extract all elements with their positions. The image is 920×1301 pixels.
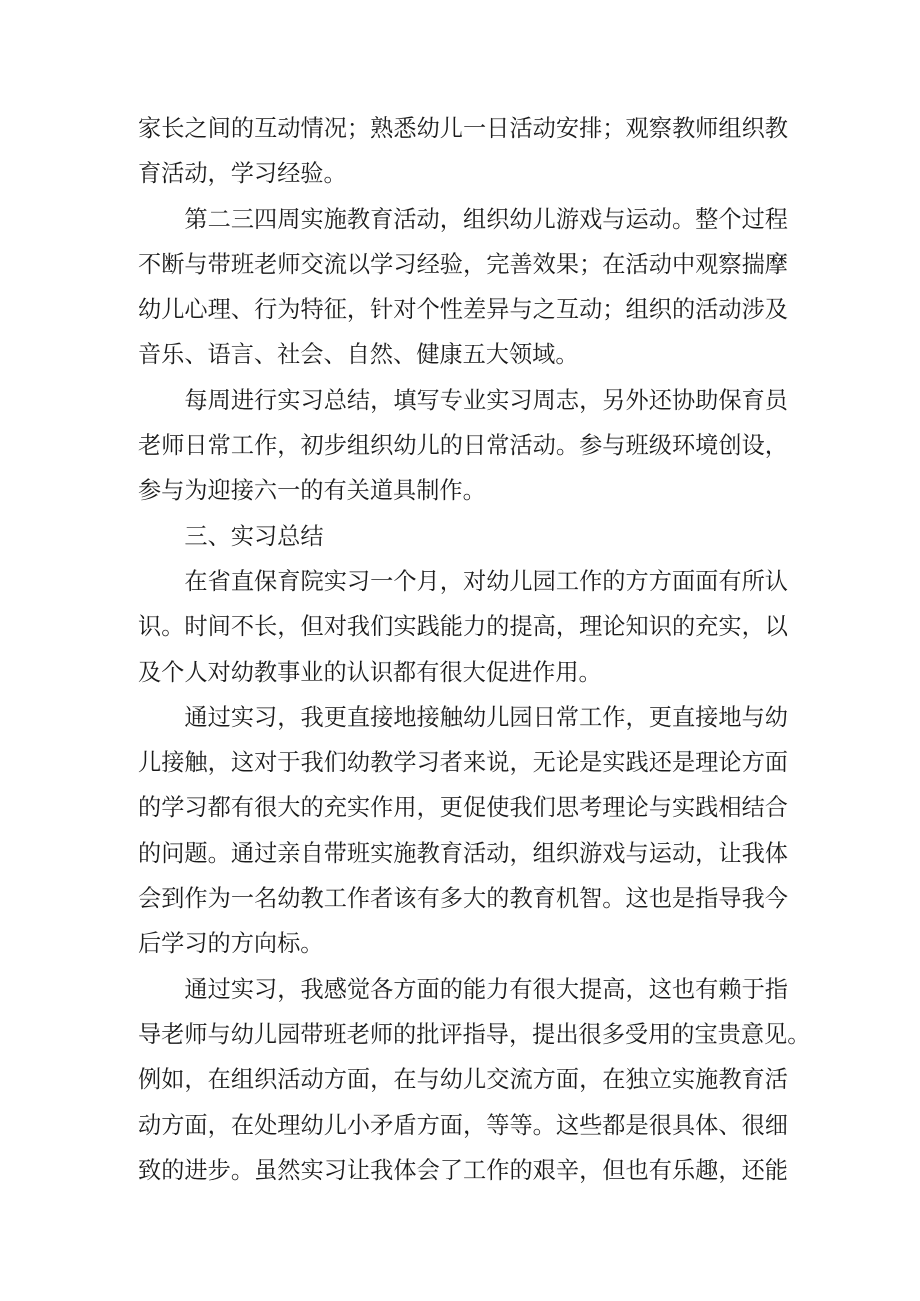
text-line: 识。时间不长，但对我们实践能力的提高，理论知识的充实，以 — [138, 613, 788, 641]
text-line: 致的进步。虽然实习让我体会了工作的艰辛，但也有乐趣，还能 — [138, 1156, 788, 1184]
text-line: 老师日常工作，初步组织幼儿的日常活动。参与班级环境创设， — [138, 432, 788, 460]
text-line: 幼儿心理、行为特征，针对个性差异与之互动；组织的活动涉及 — [138, 296, 788, 324]
text-line: 不断与带班老师交流以学习经验，完善效果；在活动中观察揣摩 — [138, 250, 788, 278]
paragraph-7 — [138, 967, 811, 1193]
text-line: 每周进行实习总结，填写专业实习周志，另外还协助保育员 — [184, 386, 788, 414]
text-line: 动方面，在处理幼儿小矛盾方面，等等。这些都是很具体、很细 — [138, 1111, 788, 1139]
text-line: 的学习都有很大的充实作用，更促使我们思考理论与实践相结合 — [138, 794, 788, 822]
text-line: 在省直保育院实习一个月，对幼儿园工作的方方面面有所认 — [184, 567, 788, 595]
paragraph-1 — [138, 106, 788, 197]
document-body — [138, 106, 811, 1193]
text-line: 后学习的方向标。 — [138, 930, 324, 958]
text-line: 通过实习，我更直接地接触幼儿园日常工作，更直接地与幼 — [184, 703, 788, 731]
text-line: 第二三四周实施教育活动，组织幼儿游戏与运动。整个过程 — [184, 205, 788, 233]
text-line: 通过实习，我感觉各方面的能力有很大提高，这也有赖于指 — [184, 975, 788, 1003]
text-line: 会到作为一名幼教工作者该有多大的教育机智。这也是指导我今 — [138, 885, 788, 913]
text-line: 参与为迎接六一的有关道具制作。 — [138, 477, 486, 505]
text-line: 音乐、语言、社会、自然、健康五大领域。 — [138, 341, 579, 369]
text-line: 及个人对幼教事业的认识都有很大促进作用。 — [138, 658, 602, 686]
paragraph-3 — [138, 378, 788, 514]
text-line: 育活动，学习经验。 — [138, 160, 347, 188]
paragraph-6 — [138, 695, 788, 967]
text-line: 的问题。通过亲自带班实施教育活动，组织游戏与运动，让我体 — [138, 839, 788, 867]
paragraph-2 — [138, 197, 788, 378]
text-line: 家长之间的互动情况；熟悉幼儿一日活动安排；观察教师组织教 — [138, 115, 788, 142]
section-heading-text: 三、实习总结 — [184, 522, 324, 550]
text-line: 儿接触，这对于我们幼教学习者来说，无论是实践还是理论方面 — [138, 749, 788, 777]
text-line: 例如，在组织活动方面，在与幼儿交流方面，在独立实施教育活 — [138, 1066, 788, 1094]
section-heading — [138, 514, 788, 559]
paragraph-5 — [138, 559, 788, 695]
text-line: 导老师与幼儿园带班老师的批评指导，提出很多受用的宝贵意见。 — [138, 1020, 811, 1048]
